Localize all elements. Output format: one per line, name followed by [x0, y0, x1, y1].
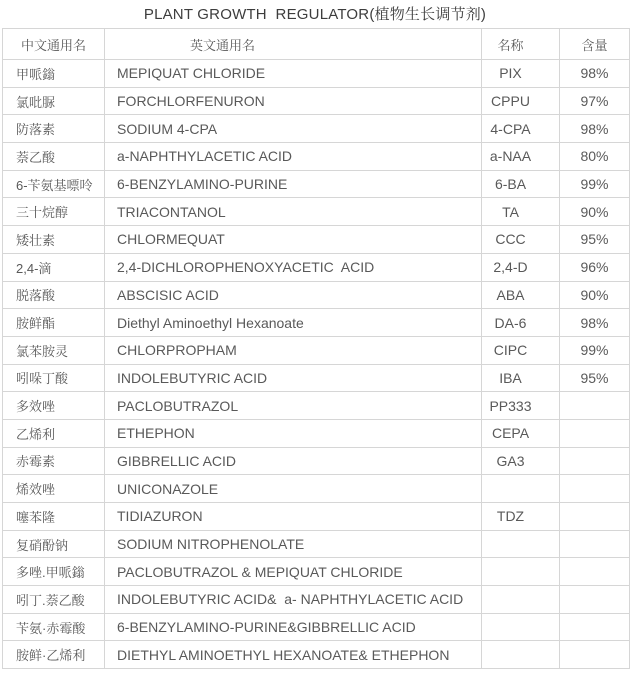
cell-english-name: PACLOBUTRAZOL	[105, 392, 482, 420]
cell-english-name: CHLORMEQUAT	[105, 226, 482, 254]
table-row	[3, 198, 630, 226]
cell-abbreviation: DA-6	[482, 309, 560, 337]
table-row	[3, 364, 630, 392]
cell-english-name: INDOLEBUTYRIC ACID	[105, 364, 482, 392]
cell-content: 80%	[560, 143, 630, 171]
cell-content: 98%	[560, 115, 630, 143]
cell-english-name: a-NAPHTHYLACETIC ACID	[105, 143, 482, 171]
cell-content: 98%	[560, 60, 630, 88]
table-row	[3, 419, 630, 447]
cell-content: 90%	[560, 198, 630, 226]
table-row	[3, 558, 630, 586]
cell-content	[560, 558, 630, 586]
table-row	[3, 641, 630, 669]
cell-chinese-name: 吲丁.萘乙酸	[3, 586, 105, 614]
table-body	[3, 60, 630, 669]
cell-english-name: Diethyl Aminoethyl Hexanoate	[105, 309, 482, 337]
table-row	[3, 309, 630, 337]
table-row	[3, 281, 630, 309]
cell-abbreviation: IBA	[482, 364, 560, 392]
cell-content	[560, 586, 630, 614]
cell-chinese-name: 噻苯隆	[3, 503, 105, 531]
cell-content: 97%	[560, 87, 630, 115]
cell-abbreviation: TDZ	[482, 503, 560, 531]
cell-english-name: TRIACONTANOL	[105, 198, 482, 226]
cell-english-name: 2,4-DICHLOROPHENOXYACETIC ACID	[105, 253, 482, 281]
cell-chinese-name: 胺鲜酯	[3, 309, 105, 337]
cell-english-name: 6-BENZYLAMINO-PURINE	[105, 170, 482, 198]
cell-content	[560, 503, 630, 531]
cell-abbreviation: ABA	[482, 281, 560, 309]
cell-abbreviation: PIX	[482, 60, 560, 88]
table-row	[3, 226, 630, 254]
cell-abbreviation	[482, 641, 560, 669]
table-row	[3, 60, 630, 88]
table-row	[3, 447, 630, 475]
table-row	[3, 336, 630, 364]
cell-content	[560, 641, 630, 669]
column-header-abbreviation: 名称	[482, 29, 560, 60]
cell-content	[560, 530, 630, 558]
cell-chinese-name: 复硝酚钠	[3, 530, 105, 558]
table-row	[3, 586, 630, 614]
table-row	[3, 475, 630, 503]
cell-english-name: UNICONAZOLE	[105, 475, 482, 503]
cell-content	[560, 392, 630, 420]
cell-english-name: INDOLEBUTYRIC ACID& a- NAPHTHYLACETIC ACID	[105, 586, 482, 614]
cell-content	[560, 475, 630, 503]
cell-english-name: DIETHYL AMINOETHYL HEXANOATE& ETHEPHON	[105, 641, 482, 669]
cell-english-name: GIBBRELLIC ACID	[105, 447, 482, 475]
cell-chinese-name: 矮壮素	[3, 226, 105, 254]
cell-english-name: FORCHLORFENURON	[105, 87, 482, 115]
cell-content: 95%	[560, 226, 630, 254]
cell-chinese-name: 烯效唑	[3, 475, 105, 503]
column-header-chinese-name: 中文通用名	[3, 29, 105, 60]
cell-chinese-name: 脱落酸	[3, 281, 105, 309]
cell-content: 99%	[560, 336, 630, 364]
cell-abbreviation: 6-BA	[482, 170, 560, 198]
cell-chinese-name: 吲哚丁酸	[3, 364, 105, 392]
cell-chinese-name: 氯苯胺灵	[3, 336, 105, 364]
cell-chinese-name: 赤霉素	[3, 447, 105, 475]
cell-abbreviation	[482, 558, 560, 586]
plant-growth-regulator-table	[2, 28, 630, 669]
cell-abbreviation: 4-CPA	[482, 115, 560, 143]
cell-abbreviation	[482, 530, 560, 558]
cell-abbreviation: GA3	[482, 447, 560, 475]
cell-chinese-name: 三十烷醇	[3, 198, 105, 226]
cell-chinese-name: 甲哌鎓	[3, 60, 105, 88]
cell-chinese-name: 萘乙酸	[3, 143, 105, 171]
table-row	[3, 115, 630, 143]
cell-chinese-name: 防落素	[3, 115, 105, 143]
cell-content: 99%	[560, 170, 630, 198]
cell-abbreviation: CCC	[482, 226, 560, 254]
cell-chinese-name: 多效唑	[3, 392, 105, 420]
cell-english-name: ABSCISIC ACID	[105, 281, 482, 309]
cell-content	[560, 613, 630, 641]
page-title: PLANT GROWTH REGULATOR(植物生长调节剂)	[143, 6, 487, 23]
cell-chinese-name: 苄氨·赤霉酸	[3, 613, 105, 641]
cell-abbreviation: CPPU	[482, 87, 560, 115]
cell-content	[560, 419, 630, 447]
cell-chinese-name: 乙烯利	[3, 419, 105, 447]
cell-abbreviation: TA	[482, 198, 560, 226]
table-row	[3, 253, 630, 281]
cell-abbreviation: 2,4-D	[482, 253, 560, 281]
cell-content: 98%	[560, 309, 630, 337]
cell-chinese-name: 多唑.甲哌鎓	[3, 558, 105, 586]
cell-abbreviation: CEPA	[482, 419, 560, 447]
cell-english-name: 6-BENZYLAMINO-PURINE&GIBBRELLIC ACID	[105, 613, 482, 641]
cell-chinese-name: 6-苄氨基嘌呤	[3, 170, 105, 198]
table-row	[3, 143, 630, 171]
cell-abbreviation	[482, 586, 560, 614]
cell-abbreviation: PP333	[482, 392, 560, 420]
cell-content: 90%	[560, 281, 630, 309]
cell-abbreviation	[482, 613, 560, 641]
cell-chinese-name: 胺鲜·乙烯利	[3, 641, 105, 669]
column-header-english-name: 英文通用名	[105, 29, 482, 60]
cell-english-name: MEPIQUAT CHLORIDE	[105, 60, 482, 88]
cell-chinese-name: 2,4-滴	[3, 253, 105, 281]
cell-english-name: CHLORPROPHAM	[105, 336, 482, 364]
cell-abbreviation: a-NAA	[482, 143, 560, 171]
cell-english-name: PACLOBUTRAZOL & MEPIQUAT CHLORIDE	[105, 558, 482, 586]
column-header-content: 含量	[560, 29, 630, 60]
table-row	[3, 170, 630, 198]
table-row	[3, 613, 630, 641]
cell-english-name: SODIUM 4-CPA	[105, 115, 482, 143]
cell-content	[560, 447, 630, 475]
cell-english-name: ETHEPHON	[105, 419, 482, 447]
cell-english-name: TIDIAZURON	[105, 503, 482, 531]
table-row	[3, 503, 630, 531]
table-row	[3, 530, 630, 558]
cell-abbreviation	[482, 475, 560, 503]
cell-content: 95%	[560, 364, 630, 392]
table-row	[3, 392, 630, 420]
cell-english-name: SODIUM NITROPHENOLATE	[105, 530, 482, 558]
header-row	[3, 29, 630, 60]
table-row	[3, 87, 630, 115]
cell-chinese-name: 氯吡脲	[3, 87, 105, 115]
cell-abbreviation: CIPC	[482, 336, 560, 364]
cell-content: 96%	[560, 253, 630, 281]
